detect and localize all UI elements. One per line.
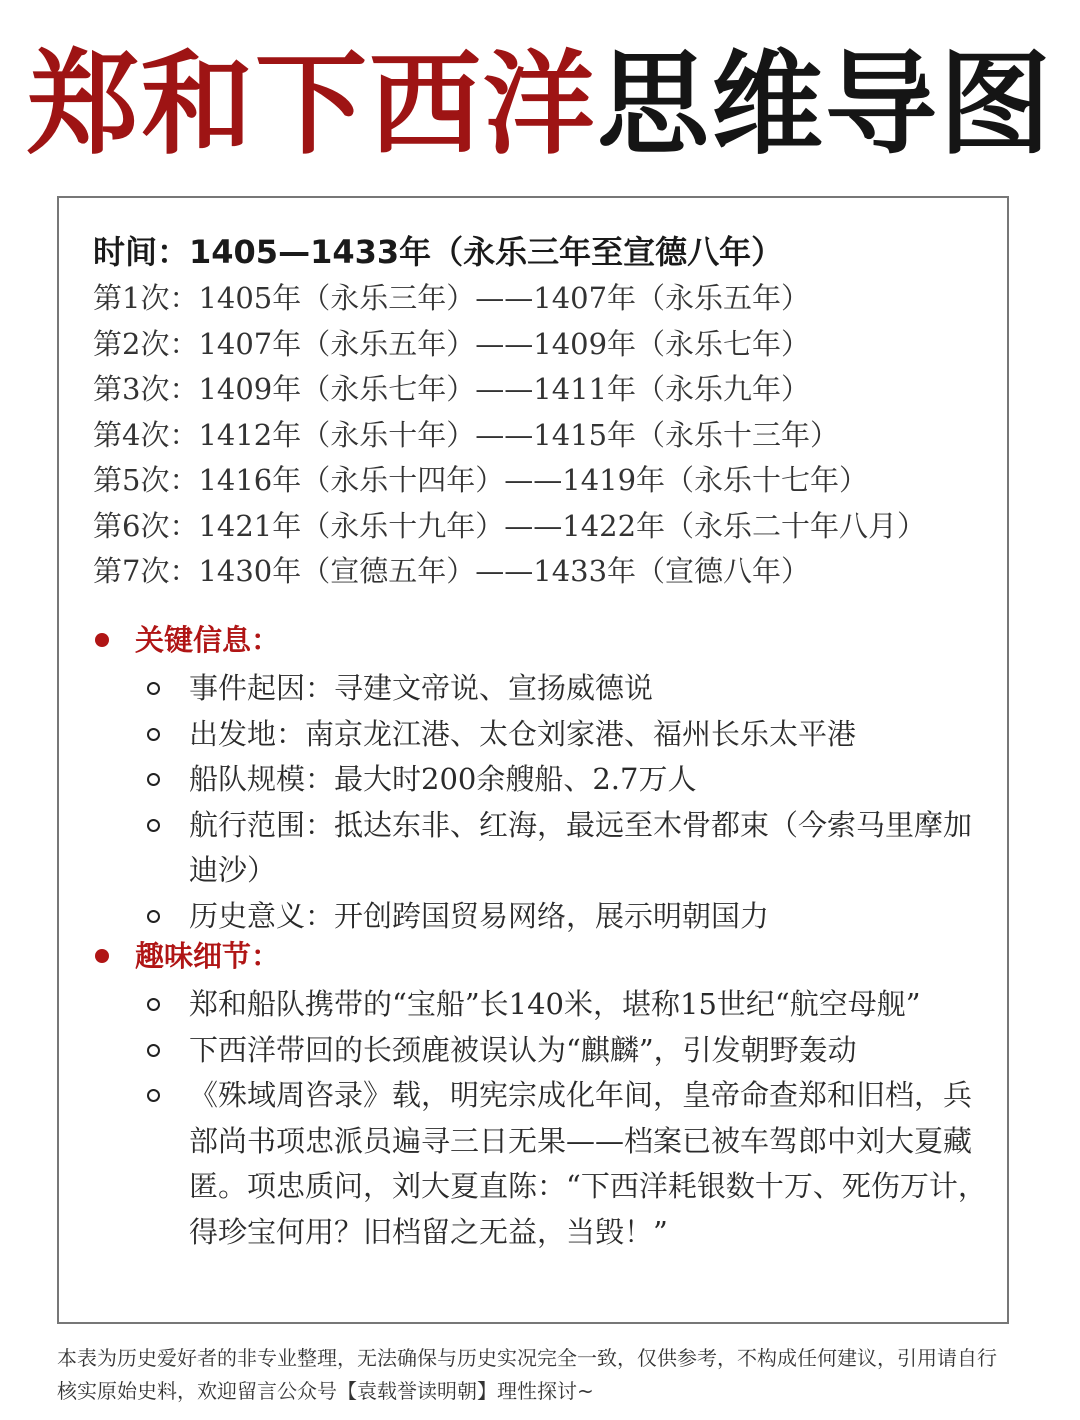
list-item bbox=[93, 712, 983, 758]
list-item bbox=[93, 1028, 983, 1074]
list-item-text: 事件起因：寻建文帝说、宣扬威德说 bbox=[189, 671, 654, 705]
hollow-bullet-icon bbox=[147, 1044, 160, 1057]
list-item bbox=[93, 1073, 987, 1255]
list-item-text: 船队规模：最大时200余艘船、2.7万人 bbox=[189, 762, 697, 796]
hollow-bullet-icon bbox=[147, 910, 160, 923]
hollow-bullet-icon bbox=[147, 819, 160, 832]
hollow-bullet-icon bbox=[147, 1089, 160, 1102]
time-range-heading: 时间：1405—1433年（永乐三年至宣德八年） bbox=[93, 233, 784, 271]
list-item-text: 出发地：南京龙江港、太仓刘家港、福州长乐太平港 bbox=[189, 716, 857, 751]
key-info-section bbox=[93, 616, 983, 939]
key-info-list bbox=[93, 666, 983, 939]
list-item-text: 历史意义：开创跨国贸易网络，展示明朝国力 bbox=[189, 898, 770, 933]
voyage-item: 第1次：1405年（永乐三年）——1407年（永乐五年） bbox=[93, 281, 811, 315]
list-item-text: 下西洋带回的长颈鹿被误认为“麒麟”，引发朝野轰动 bbox=[189, 1032, 857, 1067]
list-item bbox=[93, 757, 983, 803]
fun-details-section bbox=[93, 932, 987, 1255]
content-card bbox=[57, 196, 1009, 1324]
hollow-bullet-icon bbox=[147, 773, 160, 786]
list-item-text: 航行范围：抵达东非、红海，最远至木骨都束（今索马里摩加迪沙） bbox=[189, 807, 973, 887]
fun-details-list bbox=[93, 982, 987, 1255]
voyage-item: 第3次：1409年（永乐七年）——1411年（永乐九年） bbox=[93, 372, 811, 406]
bullet-dot-icon bbox=[95, 949, 109, 963]
list-item bbox=[93, 982, 983, 1028]
list-item bbox=[93, 666, 983, 712]
voyage-list bbox=[93, 276, 926, 595]
title-red-part: 郑和下西洋 bbox=[27, 40, 597, 170]
fun-details-label: 趣味细节： bbox=[135, 939, 281, 973]
voyage-item: 第5次：1416年（永乐十四年）——1419年（永乐十七年） bbox=[93, 463, 869, 497]
hollow-bullet-icon bbox=[147, 998, 160, 1011]
hollow-bullet-icon bbox=[147, 682, 160, 695]
voyage-item: 第4次：1412年（永乐十年）——1415年（永乐十三年） bbox=[93, 417, 840, 452]
fun-details-header bbox=[93, 932, 983, 982]
voyage-item: 第7次：1430年（宣德五年）——1433年（宣德八年） bbox=[93, 554, 811, 588]
list-item-text: 郑和船队携带的“宝船”长140米，堪称15世纪“航空母舰” bbox=[189, 987, 921, 1021]
page-title bbox=[0, 30, 1080, 180]
key-info-header bbox=[93, 616, 983, 666]
list-item-text: 《殊域周咨录》载，明宪宗成化年间，皇帝命查郑和旧档，兵部尚书项忠派员遍寻三日无果——档案已被车驾郎中刘大夏藏匿。项忠质问，刘大夏直陈：“下西洋耗银数十万、死伤万计，得珍宝何用？旧档留之无益，当毁！” bbox=[189, 1078, 987, 1249]
voyage-item: 第6次：1421年（永乐十九年）——1422年（永乐二十年八月） bbox=[93, 508, 927, 543]
bullet-dot-icon bbox=[95, 633, 109, 647]
disclaimer-footer: 本表为历史爱好者的非专业整理，无法确保与历史实况完全一致，仅供参考，不构成任何建议，引用请自行核实原始史料，欢迎留言公众号【袁载誉读明朝】理性探讨~ bbox=[57, 1346, 997, 1403]
key-info-label: 关键信息： bbox=[135, 623, 281, 657]
voyage-item: 第2次：1407年（永乐五年）——1409年（永乐七年） bbox=[93, 326, 811, 361]
list-item bbox=[93, 803, 983, 894]
hollow-bullet-icon bbox=[147, 728, 160, 741]
title-black-part: 思维导图 bbox=[597, 40, 1053, 170]
